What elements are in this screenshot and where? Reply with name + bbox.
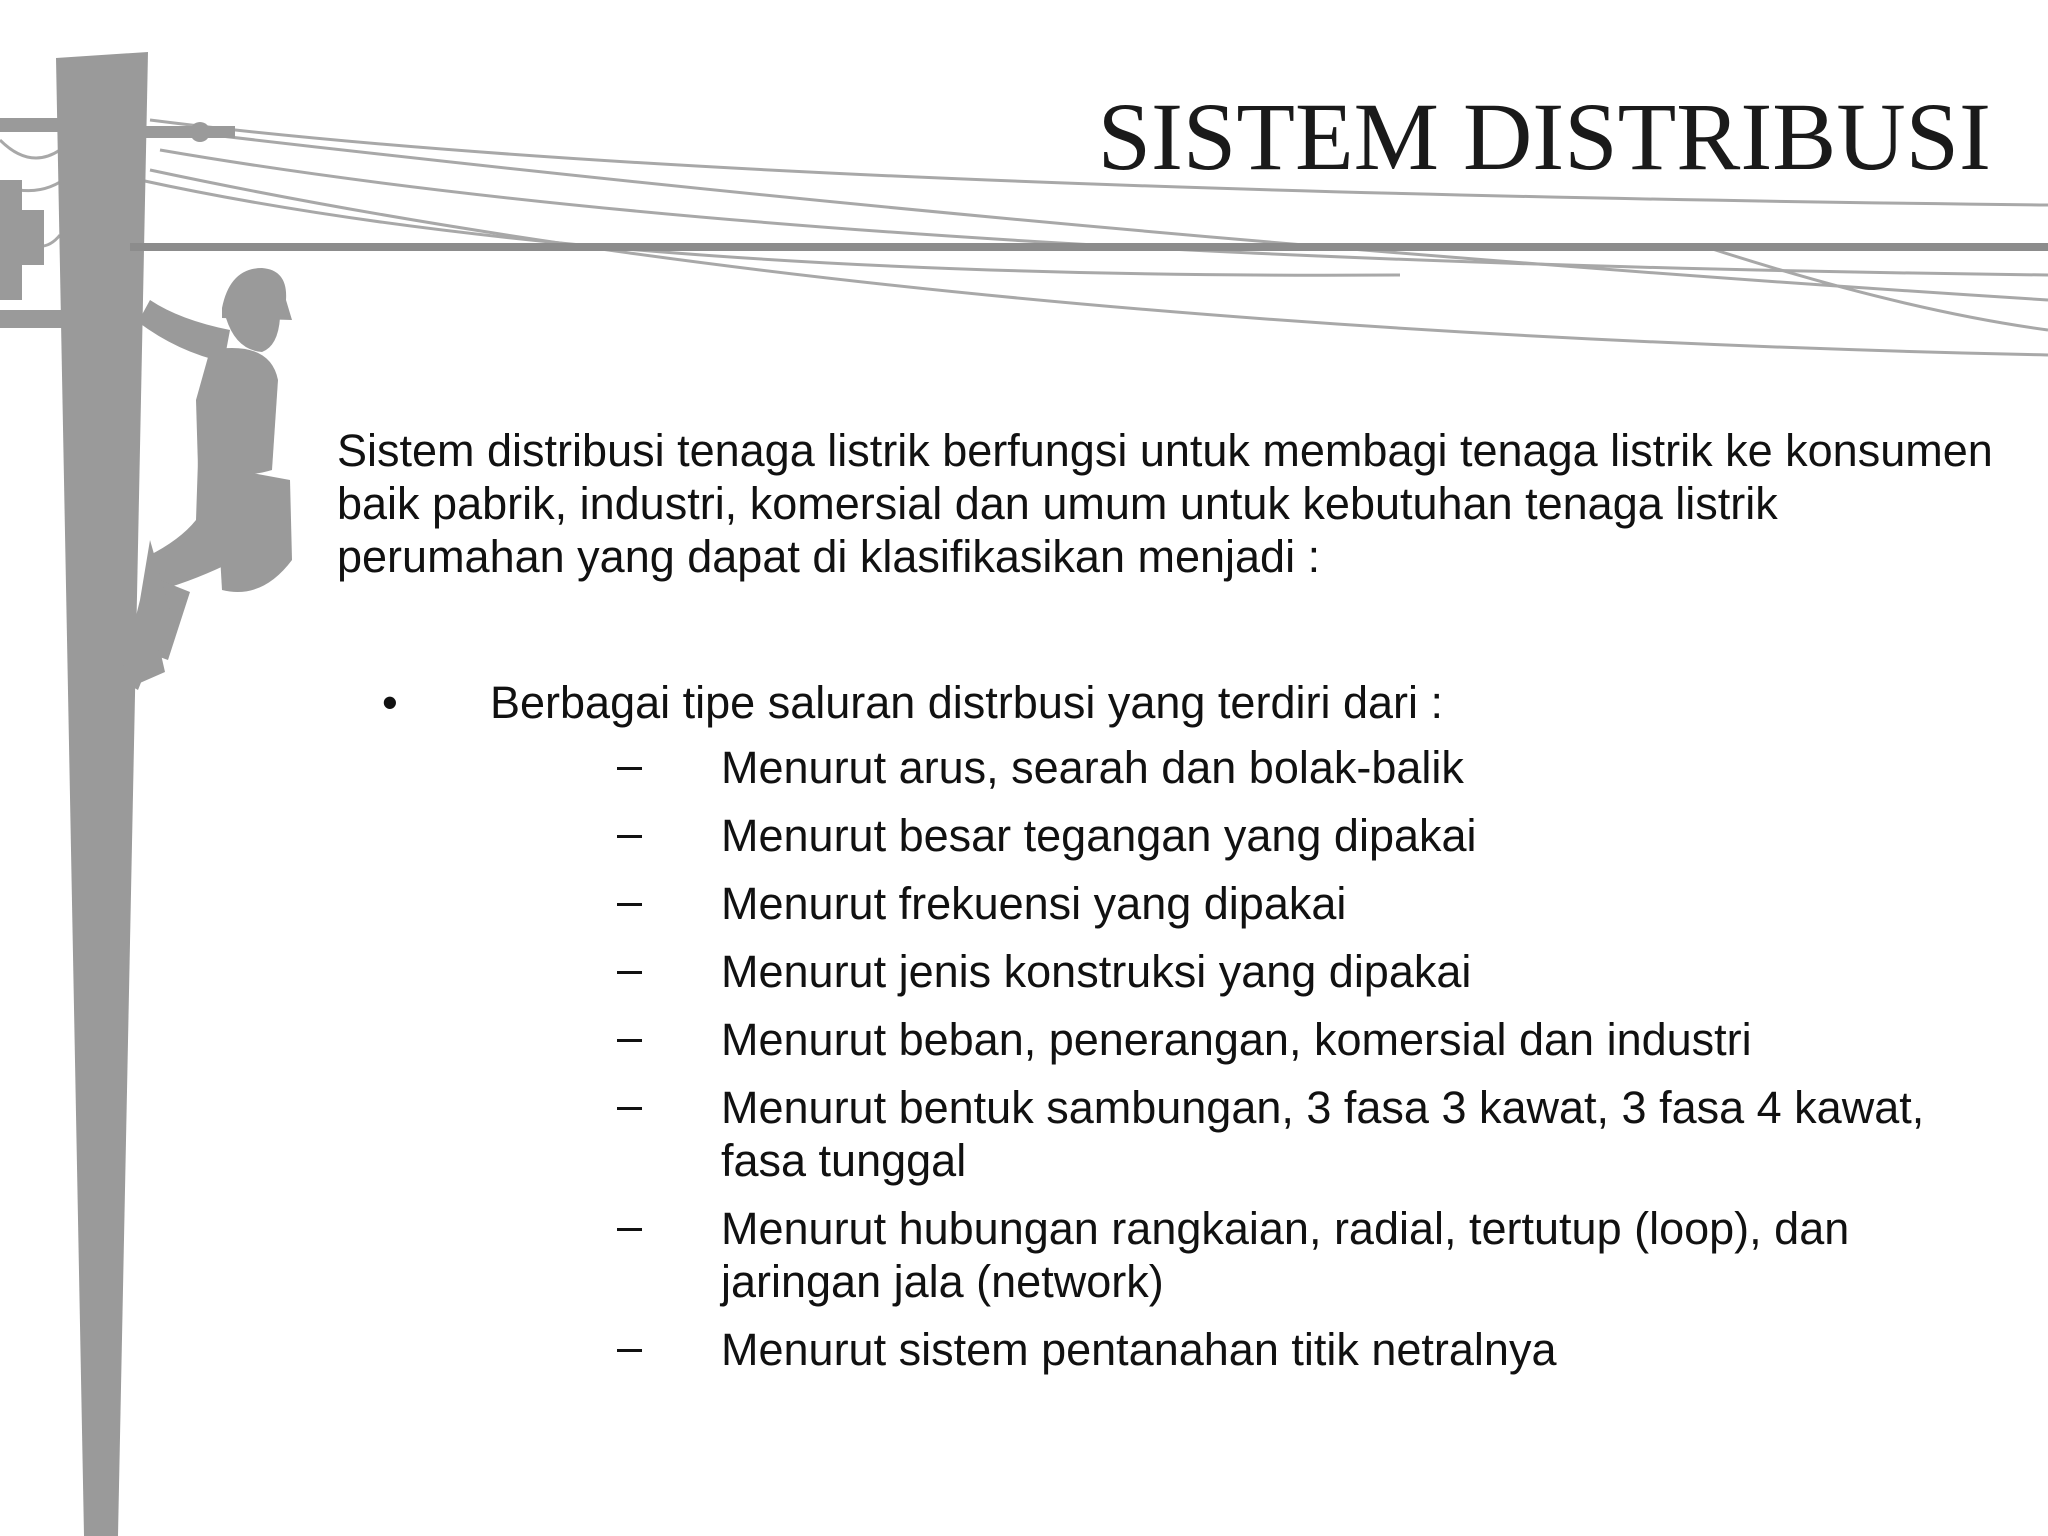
slide-title: SISTEM DISTRIBUSI	[1097, 83, 1991, 190]
sub-bullet-label: Menurut arus, searah dan bolak-balik	[721, 742, 1464, 793]
slide-body	[337, 424, 2017, 583]
sub-bullet-label: Menurut frekuensi yang dipakai	[721, 878, 1347, 929]
intro-paragraph: Sistem distribusi tenaga listrik berfungsi untuk membagi tenaga listrik ke konsumen baik pabrik, industri, komersial dan umum untuk kebutuhan tenaga listrik perumahan yang dapat di klasifikasikan menjadi :	[337, 425, 1993, 582]
dash-marker: –	[617, 1200, 643, 1251]
dash-marker: –	[617, 1079, 643, 1130]
dash-marker: –	[617, 1011, 643, 1062]
sub-bullet-label: Menurut sistem pentanahan titik netralnya	[721, 1324, 1557, 1375]
dash-marker: –	[617, 807, 643, 858]
sub-bullet-item	[617, 1323, 2017, 1376]
sub-bullet-item	[617, 877, 2017, 930]
dash-marker: –	[617, 1321, 643, 1372]
sub-bullet-label: Menurut besar tegangan yang dipakai	[721, 810, 1477, 861]
dash-marker: –	[617, 943, 643, 994]
bullet-label: Berbagai tipe saluran distrbusi yang terdiri dari :	[490, 677, 1443, 728]
sub-bullet-item	[617, 1081, 2017, 1187]
sub-bullet-item	[617, 741, 2017, 794]
title-divider	[130, 243, 2048, 251]
sub-bullet-item	[617, 945, 2017, 998]
sub-bullet-label: Menurut hubungan rangkaian, radial, tertutup (loop), dan jaringan jala (network)	[721, 1203, 1850, 1307]
sub-bullet-item	[617, 809, 2017, 862]
dash-marker: –	[617, 739, 643, 790]
dash-marker: –	[617, 875, 643, 926]
bullet-marker: •	[382, 677, 398, 728]
sub-bullet-label: Menurut jenis konstruksi yang dipakai	[721, 946, 1472, 997]
sub-bullet-label: Menurut beban, penerangan, komersial dan industri	[721, 1014, 1752, 1065]
sub-bullet-item	[617, 1202, 2017, 1308]
sub-bullet-item	[617, 1013, 2017, 1066]
sub-bullet-label: Menurut bentuk sambungan, 3 fasa 3 kawat, 3 fasa 4 kawat, fasa tunggal	[721, 1082, 1925, 1186]
sub-bullet-list	[617, 741, 2017, 1391]
